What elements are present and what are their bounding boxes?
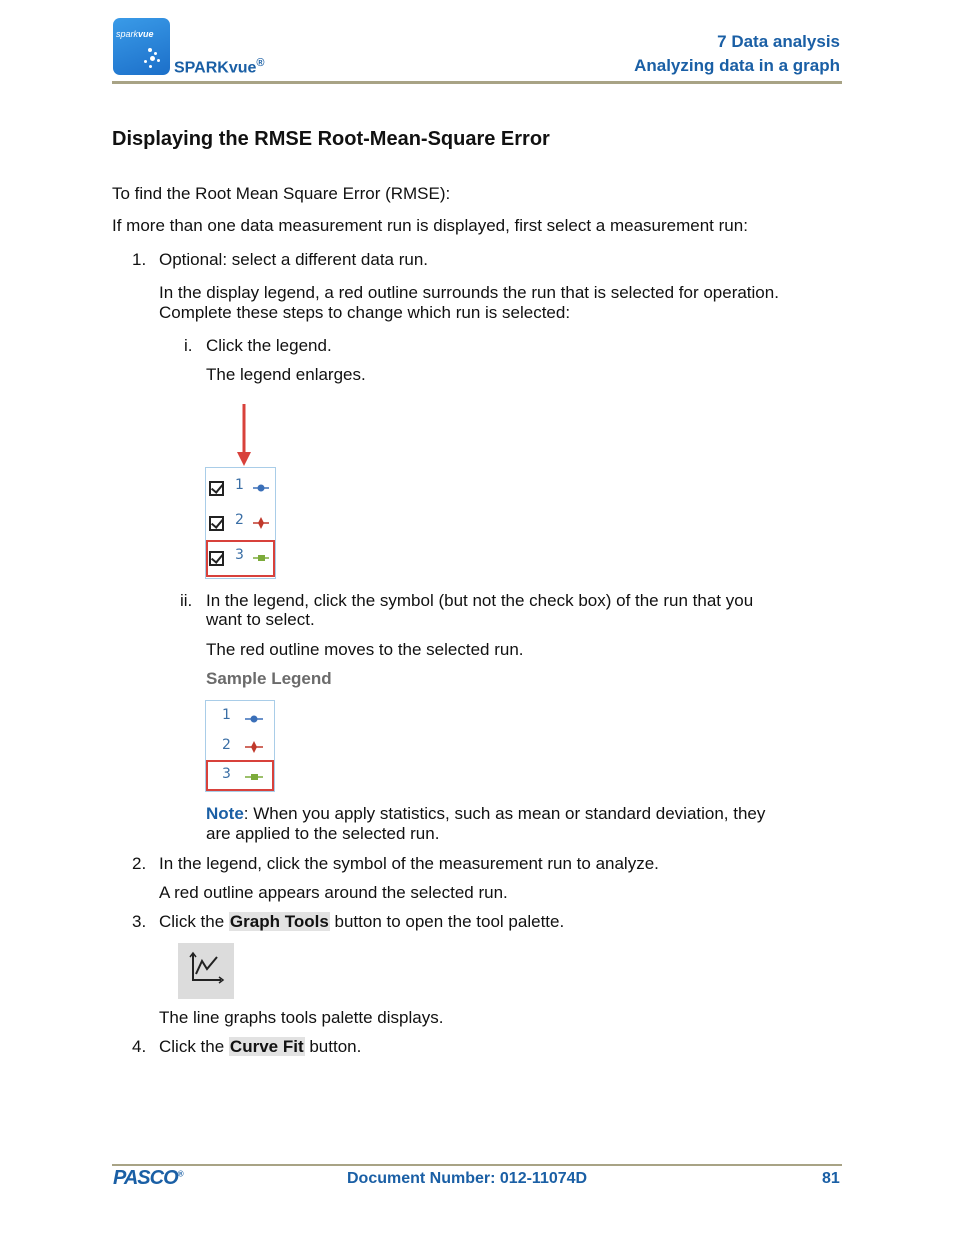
run-3-checkbox[interactable]: [209, 551, 224, 566]
run-2-checkbox[interactable]: [209, 516, 224, 531]
run-1-checkbox[interactable]: [209, 481, 224, 496]
run-3-square-marker-icon[interactable]: [252, 552, 270, 564]
substep-i-text: Click the legend.: [206, 336, 332, 355]
step-1-detail-line-2: Complete these steps to change which run is selected:: [159, 303, 571, 322]
run-3-number: 3: [235, 547, 244, 563]
curve-fit-label: Curve Fit: [229, 1037, 304, 1056]
pasco-logo: PASCO®: [113, 1167, 183, 1189]
step-3-number: 3.: [132, 912, 147, 931]
sample-legend[interactable]: [205, 700, 275, 792]
note-line-1: Note: When you apply statistics, such as mean or standard deviation, they: [206, 804, 766, 823]
substep-i-result: The legend enlarges.: [206, 365, 366, 384]
section-title: Analyzing data in a graph: [634, 56, 840, 75]
run-2-diamond-marker-icon[interactable]: [252, 516, 270, 530]
substep-ii-number: ii.: [180, 591, 193, 610]
step-2-number: 2.: [132, 854, 147, 873]
sample-run-3-square-marker-icon[interactable]: [244, 771, 264, 783]
note-line-2: are applied to the selected run.: [206, 824, 440, 843]
run-1-number: 1: [235, 477, 244, 493]
brand-name: SPARKvue®: [174, 57, 265, 77]
sample-legend-label: Sample Legend: [206, 669, 332, 688]
step-1-text: Optional: select a different data run.: [159, 250, 429, 269]
step-2-text: In the legend, click the symbol of the measurement run to analyze.: [159, 854, 659, 873]
run-1-circle-marker-icon[interactable]: [252, 482, 270, 494]
sample-run-1-circle-marker-icon[interactable]: [244, 713, 264, 725]
document-number: Document Number: 012-11074D: [347, 1170, 588, 1187]
step-3-result: The line graphs tools palette displays.: [159, 1008, 444, 1027]
run-2-number: 2: [235, 512, 244, 528]
intro-line-2: If more than one data measurement run is displayed, first select a measurement run:: [112, 216, 748, 235]
substep-ii-text-line-1: In the legend, click the symbol (but not the check box) of the run that you: [206, 591, 754, 610]
sample-run-1-number: 1: [222, 707, 231, 723]
substep-i-number: i.: [184, 336, 193, 355]
intro-line-1: To find the Root Mean Square Error (RMSE):: [112, 184, 451, 203]
sample-run-3-number: 3: [222, 766, 231, 782]
graph-tools-label: Graph Tools: [229, 912, 329, 931]
graph-tools-icon: [178, 943, 234, 999]
header-rule: [112, 81, 842, 84]
sample-run-2-number: 2: [222, 737, 231, 753]
chapter-title: 7 Data analysis: [717, 32, 840, 51]
step-1-detail-line-1: In the display legend, a red outline surrounds the run that is selected for operation.: [159, 283, 779, 302]
graph-tools-button[interactable]: [178, 943, 234, 999]
page-heading: Displaying the RMSE Root-Mean-Square Error: [112, 128, 550, 150]
step-4-text: Click the Curve Fit button.: [159, 1037, 362, 1056]
enlarged-legend[interactable]: [205, 467, 276, 579]
step-1-number: 1.: [132, 250, 147, 269]
substep-ii-result: The red outline moves to the selected run.: [206, 640, 524, 659]
step-3-text: Click the Graph Tools button to open the tool palette.: [159, 912, 565, 931]
step-2-result: A red outline appears around the selected run.: [159, 883, 508, 902]
note-label: Note: [206, 804, 244, 823]
substep-ii-text-line-2: want to select.: [206, 610, 315, 629]
page-number: 81: [822, 1170, 840, 1187]
sample-run-2-diamond-marker-icon[interactable]: [244, 740, 264, 754]
step-4-number: 4.: [132, 1037, 147, 1056]
logo-wordmark: sparkvue: [116, 29, 154, 39]
footer-rule: [112, 1164, 842, 1166]
sparkvue-logo: [113, 18, 170, 75]
red-down-arrow-icon: [234, 402, 254, 468]
